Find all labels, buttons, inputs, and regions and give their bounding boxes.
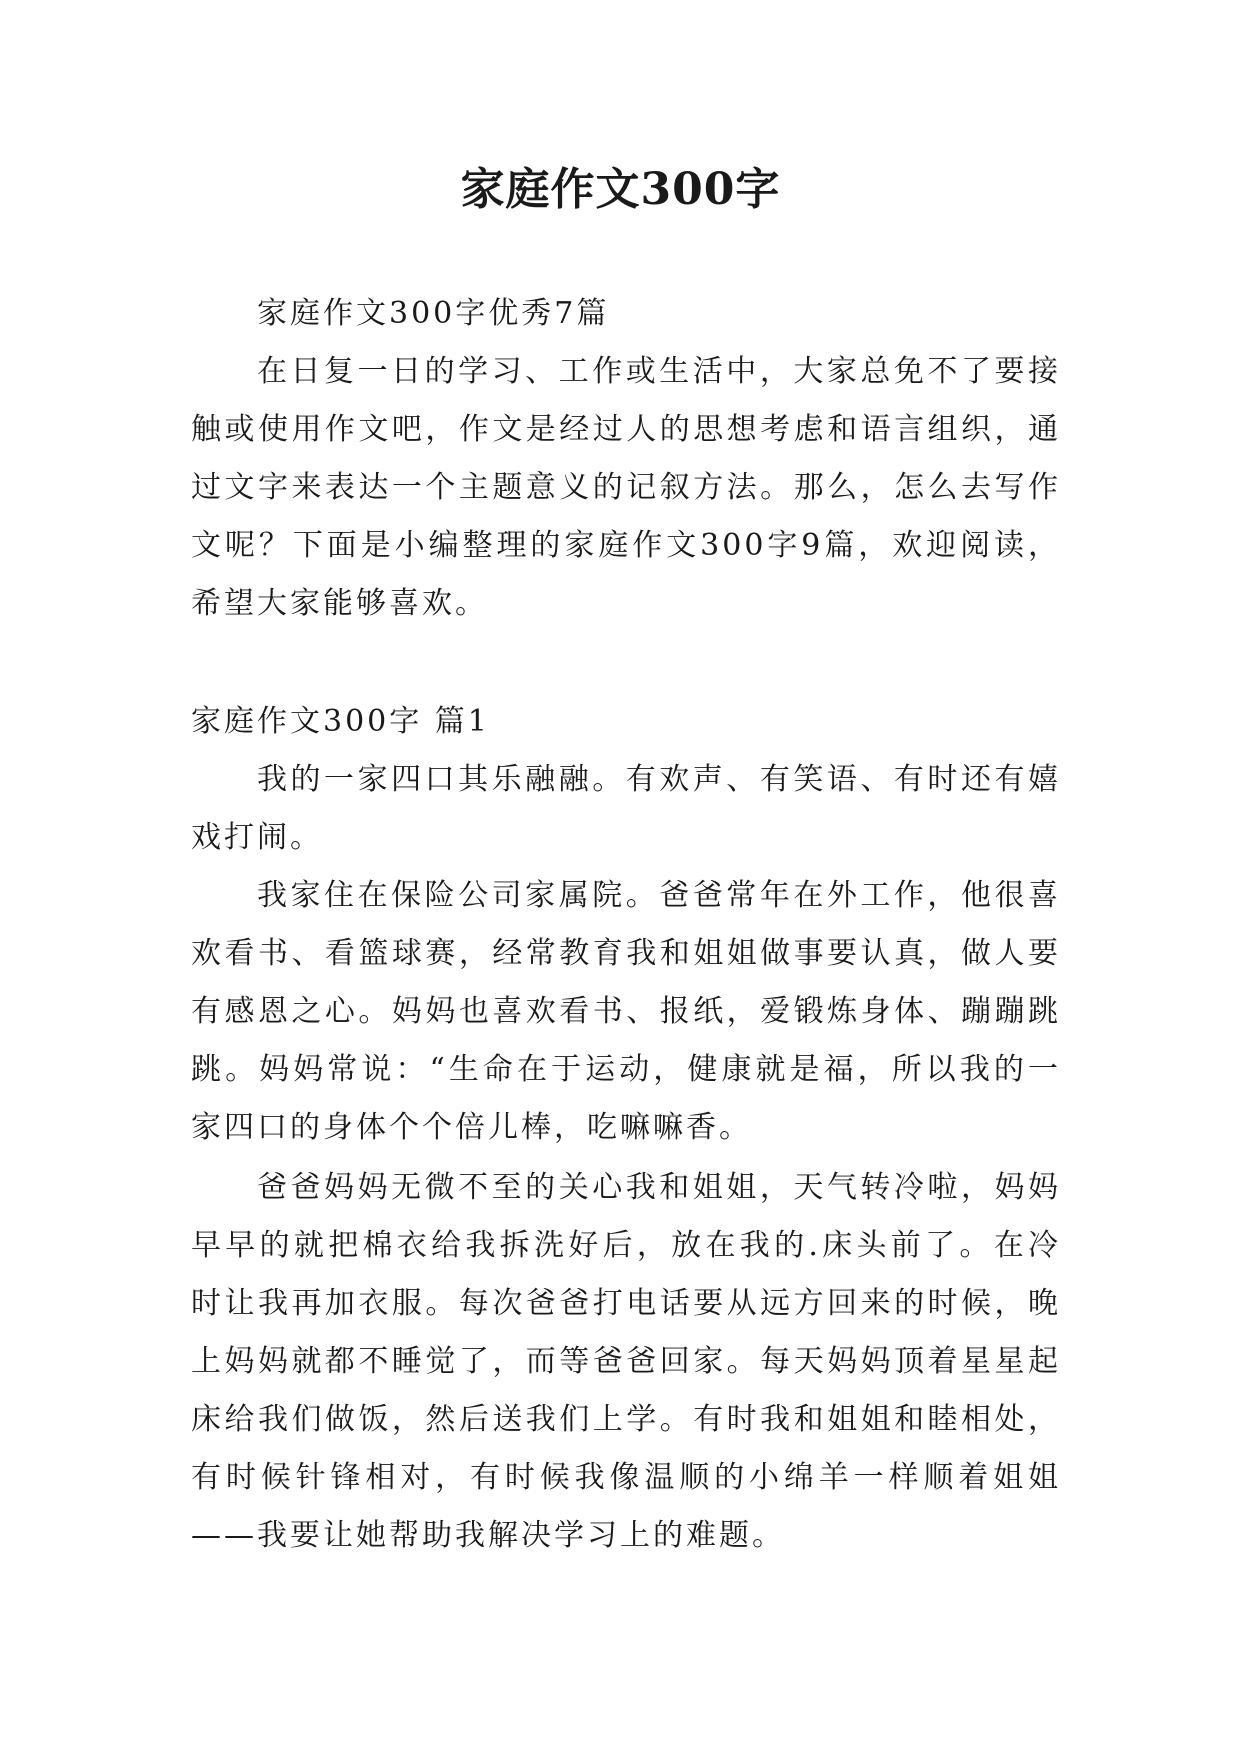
body-paragraph-3: 爸爸妈妈无微不至的关心我和姐姐，天气转冷啦，妈妈早早的就把棉衣给我拆洗好后，放在我的.床头前了。在冷时让我再加衣服。每次爸爸打电话要从远方回来的时候，晚上妈妈就都不睡觉了，而等爸爸回家。每天妈妈顶着星星起床给我们做饭，然后送我们上学。有时我和姐姐和睦相处，有时候针锋相对，有时候我像温顺的小绵羊一样顺着姐姐——我要让她帮助我解决学习上的难题。 [191, 1170, 1061, 1553]
intro-paragraph: 在日复一日的学习、工作或生活中，大家总免不了要接触或使用作文吧，作文是经过人的思想考虑和语言组织，通过文字来表达一个主题意义的记叙方法。那么，怎么去写作文呢？下面是小编整理的家庭作文300字9篇，欢迎阅读，希望大家能够喜欢。 [191, 354, 1061, 621]
document-title: 家庭作文300字 [460, 164, 781, 215]
body-paragraph-2: 我家住在保险公司家属院。爸爸常年在外工作，他很喜欢看书、看篮球赛，经常教育我和姐姐做事要认真，做人要有感恩之心。妈妈也喜欢看书、报纸，爱锻炼身体、蹦蹦跳跳。妈妈常说：“生命在于运动，健康就是福，所以我的一家四口的身体个个倍儿棒，吃嘛嘛香。 [191, 878, 1061, 1145]
document-subtitle: 家庭作文300字优秀7篇 [257, 296, 610, 331]
body-paragraph-1: 我的一家四口其乐融融。有欢声、有笑语、有时还有嬉戏打闹。 [191, 762, 1061, 855]
section-heading: 家庭作文300字 篇1 [191, 704, 490, 739]
